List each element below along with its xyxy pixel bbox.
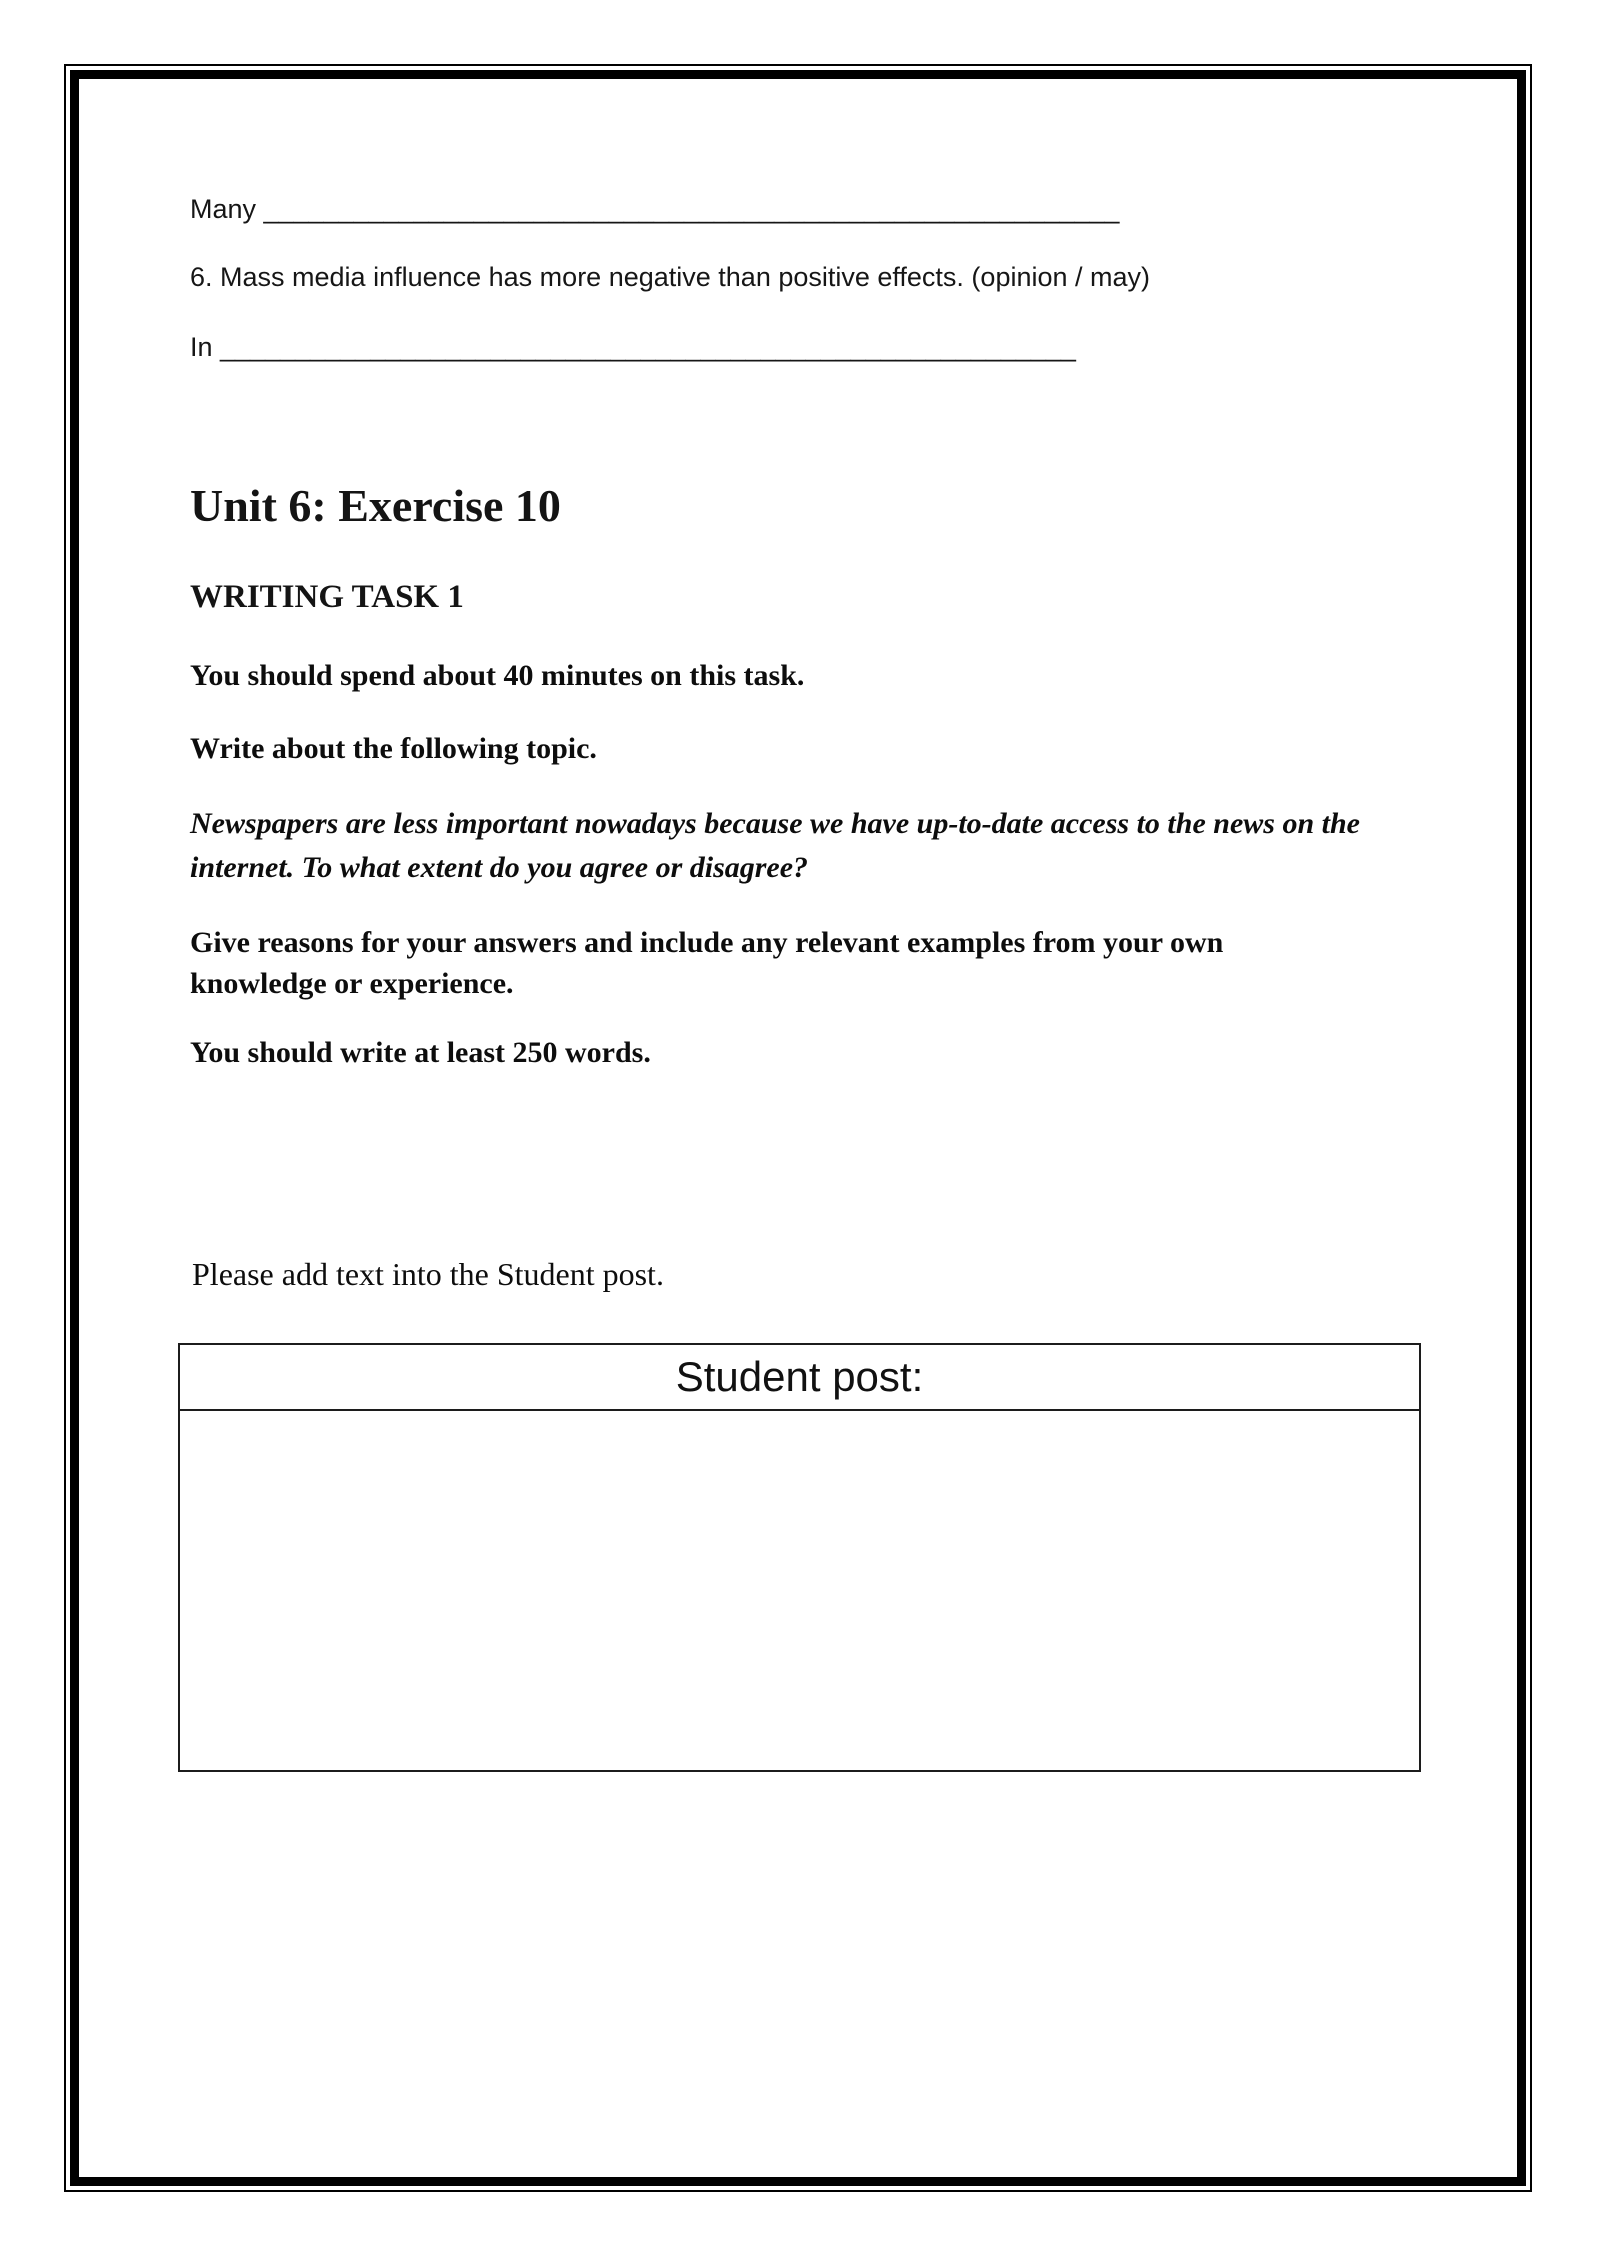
instruction-topic: Write about the following topic. xyxy=(190,732,597,765)
student-post-prompt: Please add text into the Student post. xyxy=(192,1256,664,1292)
writing-task-heading: WRITING TASK 1 xyxy=(190,579,464,615)
student-post-header: Student post: xyxy=(180,1345,1419,1411)
fill-in-line-many xyxy=(190,192,1119,226)
word-count-requirement: You should write at least 250 words. xyxy=(190,1036,651,1069)
fill-in-prefix: In xyxy=(190,332,221,362)
student-post-box xyxy=(178,1343,1421,1772)
fill-in-blank: _________________________________________________________ xyxy=(263,194,1120,224)
topic-statement: Newspapers are less important nowadays because we have up-to-date access to the news on the internet. To what extent do you agree or disagree? xyxy=(190,807,1368,884)
instruction-time: You should spend about 40 minutes on this task. xyxy=(190,659,805,692)
student-post-body[interactable] xyxy=(180,1411,1419,1770)
fill-in-line-in xyxy=(190,330,1076,364)
fill-in-prefix: Many xyxy=(190,194,264,224)
unit-exercise-title: Unit 6: Exercise 10 xyxy=(190,480,561,531)
exercise-item-6: 6. Mass media influence has more negative than positive effects. (opinion / may) xyxy=(190,262,1151,292)
fill-in-blank: _________________________________________________________ xyxy=(220,332,1076,362)
guidance-text: Give reasons for your answers and include any relevant examples from your own knowledge or experience. xyxy=(190,926,1231,1000)
